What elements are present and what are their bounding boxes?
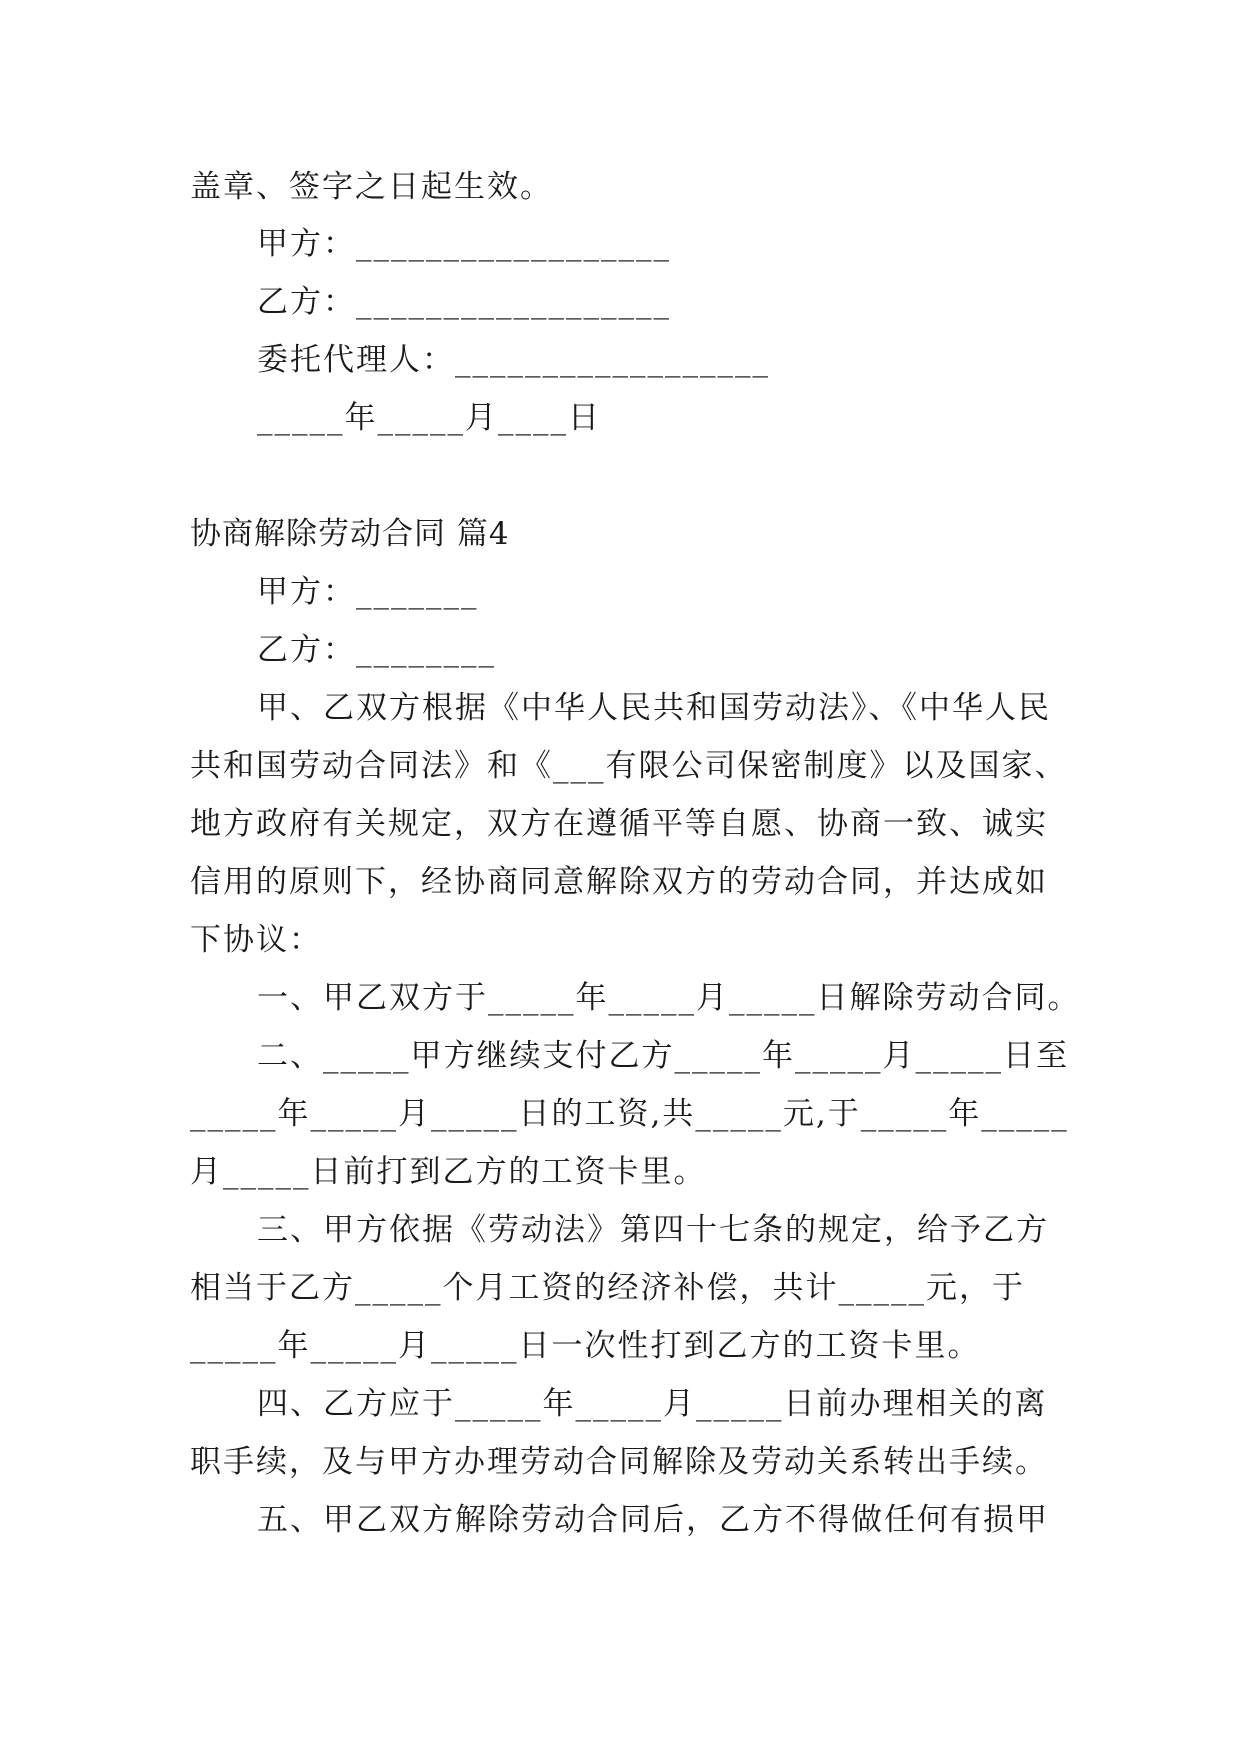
- paragraph-intro-line: 地方政府有关规定，双方在遵循平等自愿、协商一致、诚实: [190, 806, 1048, 842]
- section-heading: 协商解除劳动合同 篇4: [190, 516, 510, 552]
- signature-party-a: 甲方：__________________: [257, 226, 671, 262]
- clause-3-line: 三、甲方依据《劳动法》第四十七条的规定，给予乙方: [257, 1212, 1049, 1248]
- clause-5-line: 五、甲乙双方解除劳动合同后，乙方不得做任何有损甲: [257, 1502, 1049, 1538]
- signature-party-b: 乙方：__________________: [257, 284, 671, 320]
- clause-4-line: 职手续，及与甲方办理劳动合同解除及劳动关系转出手续。: [190, 1444, 1048, 1480]
- clause-3-line: 相当于乙方_____个月工资的经济补偿，共计_____元，于: [190, 1270, 1025, 1306]
- paragraph-intro-line: 甲、乙双方根据《中华人民共和国劳动法》、《中华人民: [257, 690, 1051, 726]
- paragraph-intro-line: 共和国劳动合同法》和《___有限公司保密制度》以及国家、: [190, 748, 1068, 784]
- paragraph-intro-line: 下协议：: [190, 922, 322, 958]
- clause-4-line: 四、乙方应于_____年_____月_____日前办理相关的离: [257, 1386, 1048, 1422]
- paragraph-intro-line: 信用的原则下，经协商同意解除双方的劳动合同，并达成如: [190, 864, 1048, 900]
- party-b-line: 乙方：________: [257, 632, 496, 668]
- signature-agent: 委托代理人：__________________: [257, 342, 770, 378]
- clause-2-line: _____年_____月_____日的工资,共_____元,于_____年_____: [190, 1096, 1069, 1132]
- clause-1-line: 一、甲乙双方于_____年_____月_____日解除劳动合同。: [257, 980, 1081, 1016]
- clause-3-line: _____年_____月_____日一次性打到乙方的工资卡里。: [190, 1328, 981, 1364]
- party-a-line: 甲方：_______: [257, 574, 479, 610]
- signature-date: _____年_____月____日: [257, 400, 601, 436]
- text-line-effective: 盖章、签字之日起生效。: [190, 169, 553, 205]
- clause-2-line: 月_____日前打到乙方的工资卡里。: [190, 1154, 707, 1190]
- clause-2-line: 二、_____甲方继续支付乙方_____年_____月_____日至: [257, 1038, 1069, 1074]
